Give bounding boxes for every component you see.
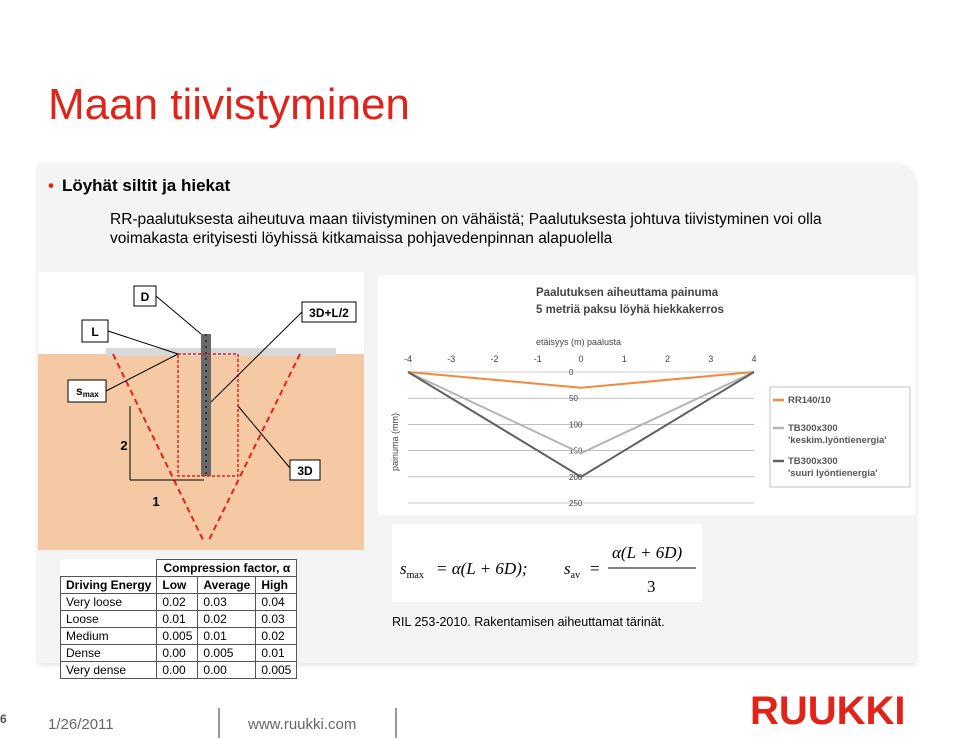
- table-cell: 0.005: [256, 662, 297, 679]
- table-cell: Very loose: [61, 594, 157, 611]
- slide-title: Maan tiivistyminen: [48, 80, 410, 129]
- table-cell: 0.02: [198, 611, 256, 628]
- chart-x-tick-label: 0: [578, 354, 584, 364]
- chart-y-tick-label: 200: [569, 472, 583, 482]
- table-col-header: Average: [198, 577, 256, 594]
- table-cell: Loose: [61, 611, 157, 628]
- chart-legend-label: TB300x300 'suuri lyöntienergia': [788, 456, 878, 479]
- table-row: [61, 594, 297, 611]
- table-header: Compression factor, α: [157, 560, 297, 577]
- chart-series-line: [408, 372, 754, 453]
- footer-url[interactable]: www.ruukki.com: [248, 716, 357, 733]
- chart-y-tick-label: 250: [569, 499, 583, 508]
- table-cell: 0.02: [256, 628, 297, 645]
- label-2: 2: [120, 438, 128, 453]
- table-cell: 0.03: [198, 594, 256, 611]
- table-cell: Medium: [61, 628, 157, 645]
- table-cell: 0.04: [256, 594, 297, 611]
- table-cell: 0.01: [256, 645, 297, 662]
- chart-x-tick-label: 4: [751, 354, 757, 364]
- formula-eq1: = α(L + 6D);: [436, 559, 528, 578]
- chart-x-tick-label: 1: [621, 354, 627, 364]
- label-l: L: [91, 325, 99, 339]
- pile-compaction-diagram: [38, 272, 364, 550]
- chart-y-tick-label: 0: [569, 368, 574, 377]
- table-cell: 0.01: [198, 628, 256, 645]
- formula-smax: $s_{max}$: [400, 559, 424, 581]
- table-row: [61, 628, 297, 645]
- table-cell: 0.03: [256, 611, 297, 628]
- page-number: 6: [0, 712, 7, 726]
- footer-divider: [218, 708, 220, 738]
- reference-text: RIL 253-2010. Rakentamisen aiheuttamat tärinät.: [392, 615, 665, 629]
- chart-ylabel: painuma (mm): [390, 412, 400, 471]
- settlement-chart-svg: [378, 275, 916, 515]
- chart-x-tick-label: -2: [490, 354, 499, 364]
- chart-legend-label: TB300x300 'keskim.lyöntienergia': [788, 423, 887, 446]
- chart-legend-label: RR140/10: [788, 395, 831, 406]
- table-col-header: Low: [157, 577, 198, 594]
- footer-divider: [395, 708, 397, 738]
- table-cell: 0.01: [157, 611, 198, 628]
- label-3d-l2: 3D+L/2: [309, 306, 349, 320]
- table-cell: 0.00: [157, 662, 198, 679]
- logo-text: RUUKKI: [750, 690, 906, 730]
- bullet-dot: •: [48, 176, 54, 195]
- chart-x-tick-label: 2: [664, 354, 671, 364]
- chart-y-tick-label: 100: [569, 420, 583, 430]
- formula-denominator: 3: [647, 577, 656, 596]
- ground-surface-hatch: [106, 348, 336, 356]
- label-d: D: [140, 290, 150, 304]
- table-cell: 0.00: [198, 662, 256, 679]
- formula-svg: [392, 524, 702, 602]
- chart-x-tick-label: -4: [403, 354, 413, 364]
- footer-date: 1/26/2011: [48, 716, 114, 733]
- settlement-chart: [378, 275, 916, 515]
- table-cell: 0.005: [198, 645, 256, 662]
- table-cell: Dense: [61, 645, 157, 662]
- settlement-formula: [392, 524, 702, 602]
- table-cell: 0.02: [157, 594, 198, 611]
- chart-title: Paalutuksen aiheuttama painuma: [536, 287, 719, 299]
- table-cell: Very dense: [61, 662, 157, 679]
- formula-sav: $s_{av}$: [564, 559, 581, 581]
- chart-xlabel: etäisyys (m) paalusta: [536, 337, 622, 347]
- bullet-text: Löyhät siltit ja hiekat: [61, 176, 231, 195]
- label-3d: 3D: [297, 464, 313, 478]
- chart-y-tick-label: 150: [569, 446, 583, 456]
- table-cell: 0.00: [157, 645, 198, 662]
- table-col-header: High: [256, 577, 297, 594]
- table-cell: 0.005: [157, 628, 198, 645]
- table-row: [61, 611, 297, 628]
- pile-diagram-svg: [38, 272, 364, 550]
- chart-x-tick-label: 3: [708, 354, 714, 364]
- compression-factor-table: [60, 559, 297, 679]
- formula-numerator: α(L + 6D): [612, 543, 683, 562]
- svg-text:=: =: [590, 559, 600, 578]
- table-col-header: Driving Energy: [61, 577, 157, 594]
- chart-y-tick-label: 50: [569, 394, 578, 404]
- chart-x-tick-label: -1: [533, 354, 542, 364]
- chart-series-line: [408, 372, 754, 388]
- table-row: [61, 645, 297, 662]
- table-column-headers: [61, 577, 297, 594]
- ruukki-logo: [748, 690, 918, 730]
- body-paragraph: RR-paalutuksesta aiheutuva maan tiivistyminen on vähäistä; Paalutuksesta johtuva tiivistyminen voi olla voimakasta erityisesti löyhissä kitkamaissa pohjavedenpinnan alapuolella: [110, 211, 822, 247]
- label-1: 1: [152, 494, 160, 509]
- label-smax: smax: [76, 384, 99, 399]
- chart-subtitle: 5 metriä paksu löyhä hiekkakerros: [536, 304, 724, 316]
- bullet-item: [48, 176, 230, 196]
- table-row: [61, 662, 297, 679]
- chart-x-tick-label: -3: [447, 354, 456, 364]
